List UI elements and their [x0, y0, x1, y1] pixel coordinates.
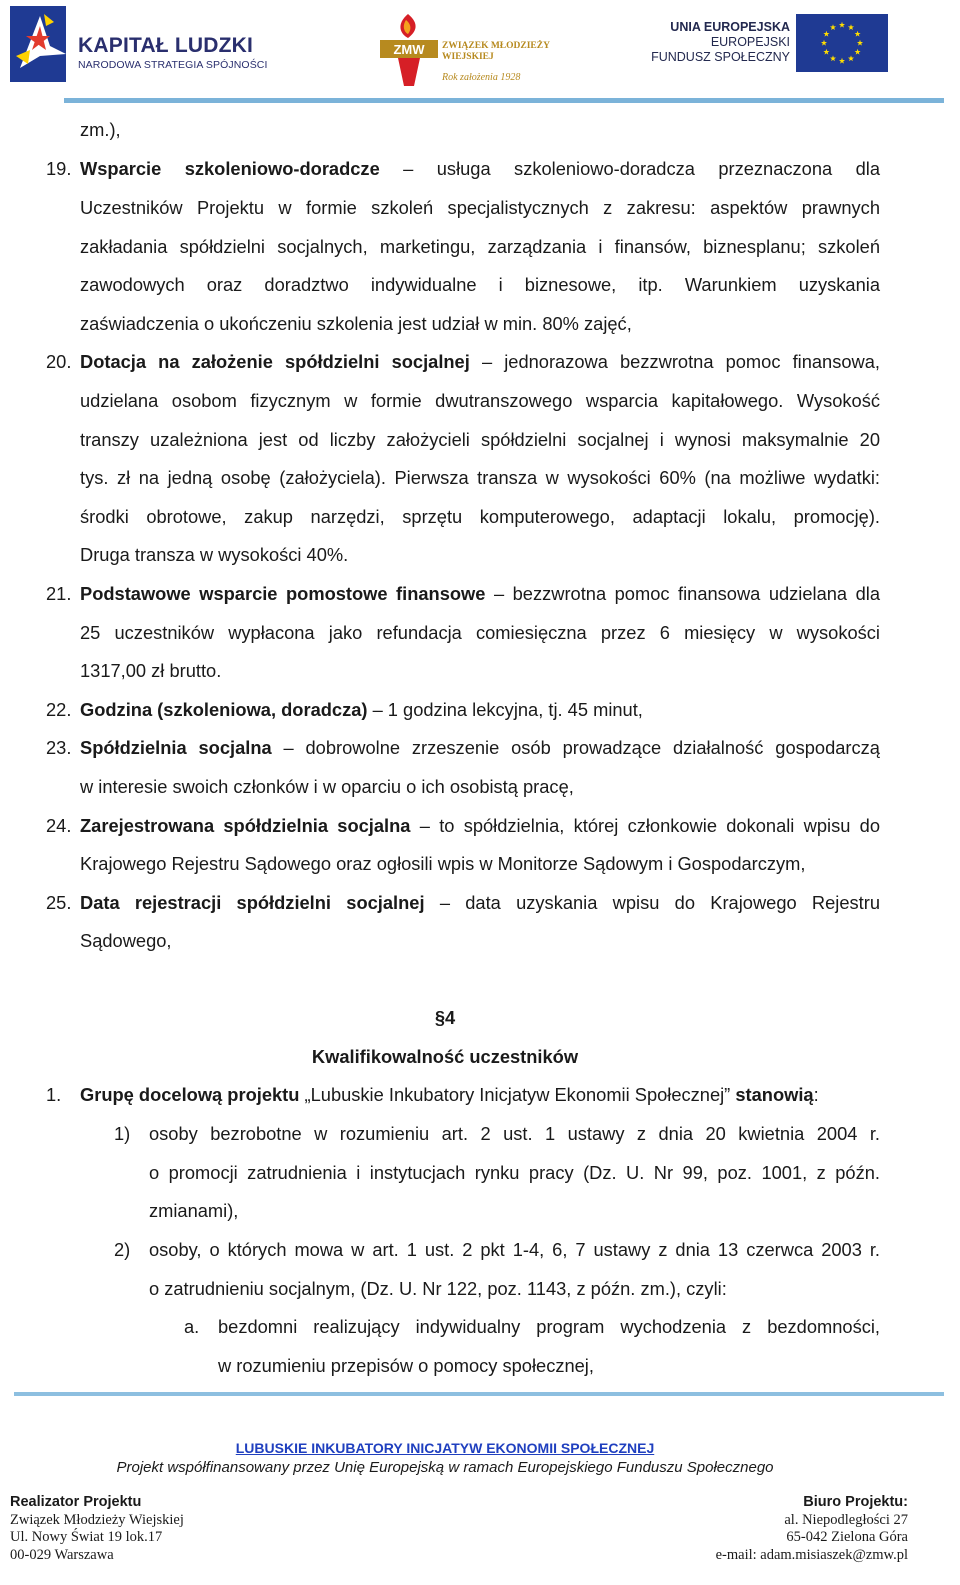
item-22-line-1	[80, 699, 643, 721]
zmw-torch-icon	[378, 12, 440, 88]
item-25-def: – data uzyskania wpisu do Krajowego Rejestru	[439, 892, 880, 913]
eu-line-2: EUROPEJSKI	[710, 35, 790, 49]
kapital-ludzki-logo	[10, 6, 268, 86]
footer-left-heading: Realizator Projektu	[10, 1494, 142, 1510]
item-19-line-3: zakładania spółdzielni socjalnych, marketingu, zarządzania i finansów, biznesplanu; szkoleń	[80, 236, 880, 257]
item-23-term: Spółdzielnia socjalna	[80, 737, 272, 758]
footer-left-line-3: 00-029 Warszawa	[10, 1546, 114, 1563]
subitem-2a-letter: a.	[184, 1316, 200, 1337]
zmw-logo	[378, 12, 563, 88]
item-21-def: – bezzwrotna pomoc finansowa udzielana dla	[493, 583, 880, 604]
subitem-2a-line-2: w rozumieniu przepisów o pomocy społecznej,	[218, 1355, 594, 1376]
item-23-number: 23.	[46, 737, 72, 758]
footer-project-title: LUBUSKIE INKUBATORY INICJATYW EKONOMII SPOŁECZNEJ	[235, 1440, 655, 1456]
section-mark: §4	[434, 1007, 456, 1028]
item-21-line-3: 1317,00 zł brutto.	[80, 660, 222, 681]
item-25-line-2: Sądowego,	[80, 930, 172, 951]
header-rule	[64, 98, 944, 103]
footer-rule	[14, 1392, 944, 1396]
item-20-line-3: transzy uzależniona jest od liczby założycieli spółdzielni socjalnej i wynosi maksymalnie 20	[80, 429, 880, 450]
item-25-term: Data rejestracji spółdzielni socjalnej	[80, 892, 425, 913]
item-22-term: Godzina (szkoleniowa, doradcza)	[80, 699, 368, 720]
item-19-line-4: zawodowych oraz doradztwo indywidualne i biznesowe, itp. Warunkiem uzyskania	[80, 274, 880, 295]
item-22-number: 22.	[46, 699, 72, 720]
item-21-term: Podstawowe wsparcie pomostowe finansowe	[80, 583, 486, 604]
zmw-founded: Rok założenia 1928	[442, 72, 521, 83]
item-19-line-2: Uczestników Projektu w formie szkoleń specjalistycznych z zakresu: aspektów prawnych	[80, 197, 880, 218]
kapital-ludzki-subtitle: NARODOWA STRATEGIA SPÓJNOŚCI	[78, 59, 268, 71]
item-20-line-4: tys. zł na jedną osobę (założyciela). Pierwsza transza w wysokości 60% (na możliwe wydatki:	[80, 467, 880, 488]
item-20-number: 20.	[46, 351, 72, 372]
subitem-1-line-2: o promocji zatrudnienia i instytucjach rynku pracy (Dz. U. Nr 99, poz. 1001, z późn.	[149, 1162, 880, 1183]
item-23-line-2: w interesie swoich członków i w oparciu o ich osobistą pracę,	[80, 776, 574, 797]
footer-right-heading: Biuro Projektu:	[803, 1494, 908, 1510]
item-19-term: Wsparcie szkoleniowo-doradcze	[80, 158, 380, 179]
footer-right-line-3[interactable]: e-mail: adam.misiaszek@zmw.pl	[715, 1546, 908, 1563]
section-title: Kwalifikowalność uczestników	[311, 1046, 579, 1067]
item-19-number: 19.	[46, 158, 72, 179]
subitem-2-line-1: osoby, o których mowa w art. 1 ust. 2 pkt 1-4, 6, 7 ustawy z dnia 13 czerwca 2003 r.	[149, 1239, 880, 1260]
paragraph-1-verb: stanowią	[735, 1084, 814, 1105]
paragraph-1-term: Grupę docelową projektu	[80, 1084, 300, 1105]
eu-flag-icon	[796, 14, 888, 72]
eu-line-1: UNIA EUROPEJSKA	[670, 20, 790, 34]
item-20-line-2: udzielana osobom fizycznym w formie dwutranszowego wsparcia kapitałowego. Wysokość	[80, 390, 880, 411]
item-22-def: – 1 godzina lekcyjna, tj. 45 minut,	[372, 699, 643, 720]
item-24-def: – to spółdzielnia, której członkowie dokonali wpisu do	[419, 815, 880, 836]
item-20-line-5: środki obrotowe, zakup narzędzi, sprzętu komputerowego, adaptacji lokalu, promocję).	[80, 506, 880, 527]
footer-left-line-1: Związek Młodzieży Wiejskiej	[10, 1511, 184, 1528]
subitem-1-line-3: zmianami),	[149, 1200, 239, 1221]
kapital-ludzki-star-icon	[10, 6, 70, 86]
zmw-badge: ZMW	[393, 42, 425, 57]
subitem-1-number: 1)	[114, 1123, 131, 1144]
page-header	[0, 0, 960, 104]
footer-right-line-2: 65-042 Zielona Góra	[786, 1529, 908, 1545]
item-19-line-5: zaświadczenia o ukończeniu szkolenia jest udział w min. 80% zajęć,	[80, 313, 632, 334]
eu-line-3: FUNDUSZ SPOŁECZNY	[651, 50, 790, 64]
footer-realizator	[10, 1494, 184, 1564]
paragraph-1-quote-text: „Lubuskie Inkubatory Inicjatyw Ekonomii Społecznej”	[304, 1084, 731, 1105]
subitem-2-number: 2)	[114, 1239, 131, 1260]
item-25-line-1	[80, 892, 880, 914]
zmw-name: ZWIĄZEK MŁODZIEŻY WIEJSKIEJ	[442, 41, 550, 62]
item-21-line-1	[80, 583, 880, 605]
footer-right-line-1: al. Niepodległości 27	[784, 1511, 908, 1528]
eu-logo	[651, 14, 888, 74]
item-21-line-2: 25 uczestników wypłacona jako refundacja comiesięczna przez 6 miesięcy w wysokości	[80, 622, 880, 643]
kapital-ludzki-title: KAPITAŁ LUDZKI	[78, 34, 254, 57]
item-20-line-6: Druga transza w wysokości 40%.	[80, 544, 349, 565]
item-24-line-2: Krajowego Rejestru Sądowego oraz ogłosili wpis w Monitorze Sądowym i Gospodarczym,	[80, 853, 806, 874]
item-25-number: 25.	[46, 892, 72, 913]
paragraph-1-number: 1.	[46, 1084, 62, 1105]
footer-left-line-2: Ul. Nowy Świat 19 lok.17	[10, 1529, 163, 1545]
item-24-line-1	[80, 815, 880, 837]
eu-logo-text	[651, 20, 790, 65]
item-23-line-1	[80, 737, 880, 759]
subitem-2a-line-1: bezdomni realizujący indywidualny program wychodzenia z bezdomności,	[218, 1316, 880, 1337]
subitem-1-line-1: osoby bezrobotne w rozumieniu art. 2 ust. 1 ustawy z dnia 20 kwietnia 2004 r.	[149, 1123, 880, 1144]
item-19-def: – usługa szkoleniowo-doradcza przeznaczona dla	[403, 158, 880, 179]
subitem-2-line-2: o zatrudnieniu socjalnym, (Dz. U. Nr 122, poz. 1143, z późn. zm.), czyli:	[149, 1278, 727, 1299]
paragraph-1-colon: :	[813, 1084, 819, 1105]
item-24-term: Zarejestrowana spółdzielnia socjalna	[80, 815, 411, 836]
continuation-line: zm.),	[80, 119, 121, 140]
item-20-def: – jednorazowa bezzwrotna pomoc finansowa,	[481, 351, 880, 372]
item-23-def: – dobrowolne zrzeszenie osób prowadzące działalność gospodarczą	[283, 737, 880, 758]
item-24-number: 24.	[46, 815, 72, 836]
footer-biuro	[716, 1494, 908, 1564]
item-19-line-1	[80, 158, 880, 180]
footer-cofinance: Projekt współfinansowany przez Unię Europejską w ramach Europejskiego Funduszu Społecznego	[116, 1459, 774, 1476]
item-20-line-1	[80, 351, 880, 373]
item-21-number: 21.	[46, 583, 72, 604]
paragraph-1-line	[80, 1084, 819, 1106]
item-20-term: Dotacja na założenie spółdzielni socjalnej	[80, 351, 470, 372]
